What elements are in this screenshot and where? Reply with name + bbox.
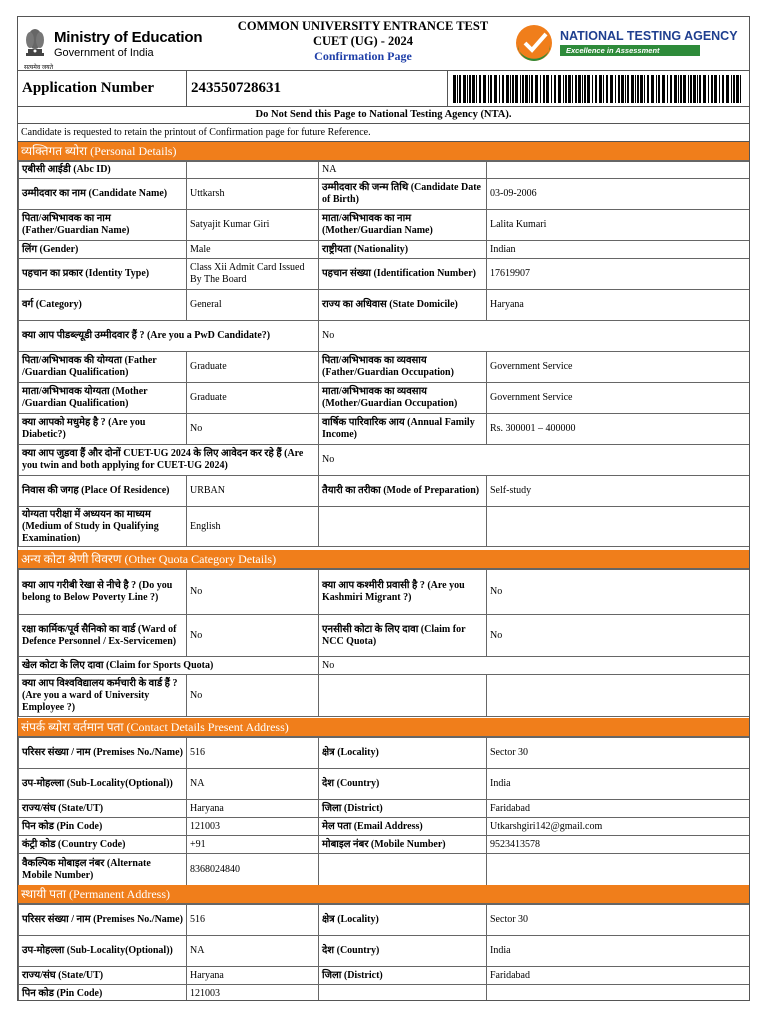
field-value: Haryana bbox=[487, 290, 750, 321]
field-label: क्या आप जुडवा हैं और दोनों CUET-UG 2024 के लिए आवेदन कर रहे हैं (Are you twin and both applying for CUET-UG 2024) bbox=[19, 445, 319, 476]
page-header bbox=[18, 17, 749, 71]
field-value: 516 bbox=[187, 738, 319, 769]
agency-name: NATIONAL TESTING AGENCY bbox=[560, 29, 738, 43]
table-row bbox=[19, 769, 750, 800]
table-row bbox=[19, 570, 750, 615]
field-value: No bbox=[319, 321, 750, 352]
field-label: एनसीसी कोटा के लिए दावा (Claim for NCC Quota) bbox=[319, 615, 487, 657]
field-value: Uttkarsh bbox=[187, 179, 319, 210]
section-heading-quota: अन्य कोटा श्रेणी विवरण (Other Quota Category Details) bbox=[18, 550, 749, 569]
divider bbox=[447, 71, 448, 107]
field-label: मोबाइल नंबर (Mobile Number) bbox=[319, 836, 487, 854]
field-value: No bbox=[187, 615, 319, 657]
field-value: Rs. 300001 – 400000 bbox=[487, 414, 750, 445]
table-row bbox=[19, 383, 750, 414]
field-label: पिता/अभिभावक का व्यवसाय (Father/Guardian Occupation) bbox=[319, 352, 487, 383]
field-value: 9523413578 bbox=[487, 836, 750, 854]
field-value: Self-study bbox=[487, 476, 750, 507]
field-value bbox=[319, 854, 487, 886]
field-value: Haryana bbox=[187, 800, 319, 818]
table-row bbox=[19, 321, 750, 352]
retain-printout-note: Candidate is requested to retain the printout of Confirmation page for future Reference. bbox=[18, 124, 749, 142]
nta-logo bbox=[514, 23, 750, 63]
field-label: क्षेत्र (Locality) bbox=[319, 738, 487, 769]
field-value: Faridabad bbox=[487, 967, 750, 985]
field-value: +91 bbox=[187, 836, 319, 854]
field-value: Government Service bbox=[487, 352, 750, 383]
contact-details-table bbox=[18, 737, 750, 886]
application-number-row bbox=[18, 70, 749, 107]
field-value: India bbox=[487, 936, 750, 967]
field-label: योग्यता परीक्षा में अध्ययन का माध्यम (Medium of Study in Qualifying Examination) bbox=[19, 507, 187, 547]
field-value: Male bbox=[187, 241, 319, 259]
field-value: 03-09-2006 bbox=[487, 179, 750, 210]
field-value: Indian bbox=[487, 241, 750, 259]
table-row bbox=[19, 445, 750, 476]
field-label: पिन कोड (Pin Code) bbox=[19, 985, 187, 1002]
section-heading-personal: व्यक्तिगत ब्योरा (Personal Details) bbox=[18, 142, 749, 161]
field-value: No bbox=[187, 570, 319, 615]
field-value bbox=[487, 675, 750, 717]
application-number-value: 243550728631 bbox=[191, 80, 281, 96]
table-row bbox=[19, 476, 750, 507]
field-label: क्या आप विश्वविद्यालय कर्मचारी के वार्ड हैं ? (Are you a ward of University Employee ?) bbox=[19, 675, 187, 717]
field-label: निवास की जगह (Place Of Residence) bbox=[19, 476, 187, 507]
table-row bbox=[19, 162, 750, 179]
exam-title: COMMON UNIVERSITY ENTRANCE TEST bbox=[237, 19, 489, 33]
table-row bbox=[19, 967, 750, 985]
field-value: General bbox=[187, 290, 319, 321]
field-value: No bbox=[319, 657, 750, 675]
field-label: वर्ग (Category) bbox=[19, 290, 187, 321]
field-label: एबीसी आईडी (Abc ID) bbox=[19, 162, 187, 179]
field-value: Faridabad bbox=[487, 800, 750, 818]
field-label: उम्मीदवार की जन्म तिथि (Candidate Date of Birth) bbox=[319, 179, 487, 210]
field-value: 121003 bbox=[187, 985, 319, 1002]
table-row bbox=[19, 905, 750, 936]
divider bbox=[186, 71, 187, 107]
field-label: क्या आप कश्मीरी प्रवासी है ? (Are you Kashmiri Migrant ?) bbox=[319, 570, 487, 615]
field-label: परिसर संख्या / नाम (Premises No./Name) bbox=[19, 738, 187, 769]
field-value bbox=[319, 507, 487, 547]
table-row bbox=[19, 985, 750, 1002]
field-label: पिता/अभिभावक का नाम (Father/Guardian Name) bbox=[19, 210, 187, 241]
table-row bbox=[19, 657, 750, 675]
field-value: NA bbox=[187, 936, 319, 967]
table-row bbox=[19, 352, 750, 383]
section-heading-permanent: स्थायी पता (Permanent Address) bbox=[18, 885, 749, 904]
table-row bbox=[19, 854, 750, 886]
field-value: Government Service bbox=[487, 383, 750, 414]
government-name: Government of India bbox=[54, 47, 154, 59]
field-label: पिन कोड (Pin Code) bbox=[19, 818, 187, 836]
field-value: Graduate bbox=[187, 383, 319, 414]
field-value: 121003 bbox=[187, 818, 319, 836]
field-value: No bbox=[187, 414, 319, 445]
table-row bbox=[19, 818, 750, 836]
field-label: उम्मीदवार का नाम (Candidate Name) bbox=[19, 179, 187, 210]
do-not-send-notice: Do Not Send this Page to National Testing Agency (NTA). bbox=[18, 107, 749, 124]
field-value: No bbox=[187, 675, 319, 717]
field-value: Lalita Kumari bbox=[487, 210, 750, 241]
field-label: माता/अभिभावक का नाम (Mother/Guardian Name) bbox=[319, 210, 487, 241]
field-label: राज्य का अधिवास (State Domicile) bbox=[319, 290, 487, 321]
table-row bbox=[19, 675, 750, 717]
confirmation-page bbox=[17, 16, 750, 1001]
field-value: NA bbox=[319, 162, 487, 179]
field-label: लिंग (Gender) bbox=[19, 241, 187, 259]
field-label: पहचान का प्रकार (Identity Type) bbox=[19, 259, 187, 290]
field-value bbox=[487, 985, 750, 1002]
table-row bbox=[19, 290, 750, 321]
table-row bbox=[19, 241, 750, 259]
table-row bbox=[19, 615, 750, 657]
motto: सत्यमेव जयते bbox=[24, 65, 54, 71]
field-value: URBAN bbox=[187, 476, 319, 507]
permanent-address-table bbox=[18, 904, 750, 1001]
nta-checkmark-icon bbox=[514, 23, 554, 63]
field-label: खेल कोटा के लिए दावा (Claim for Sports Quota) bbox=[19, 657, 319, 675]
field-value: NA bbox=[187, 769, 319, 800]
field-label: देश (Country) bbox=[319, 769, 487, 800]
field-label: वार्षिक पारिवारिक आय (Annual Family Income) bbox=[319, 414, 487, 445]
table-row bbox=[19, 507, 750, 547]
field-value: Utkarshgiri142@gmail.com bbox=[487, 818, 750, 836]
field-label: वैकल्पिक मोबाइल नंबर (Alternate Mobile Number) bbox=[19, 854, 187, 886]
field-value: No bbox=[487, 615, 750, 657]
quota-details-table bbox=[18, 569, 750, 717]
field-value bbox=[319, 985, 487, 1002]
field-value: Haryana bbox=[187, 967, 319, 985]
field-label: उप-मोहल्ला (Sub-Locality(Optional)) bbox=[19, 936, 187, 967]
field-label: क्षेत्र (Locality) bbox=[319, 905, 487, 936]
field-label: माता/अभिभावक का व्यवसाय (Mother/Guardian Occupation) bbox=[319, 383, 487, 414]
table-row bbox=[19, 836, 750, 854]
field-label: राष्ट्रीयता (Nationality) bbox=[319, 241, 487, 259]
national-emblem-icon bbox=[22, 25, 48, 61]
field-value: Class Xii Admit Card Issued By The Board bbox=[187, 259, 319, 290]
field-value: 8368024840 bbox=[187, 854, 319, 886]
page-title: Confirmation Page bbox=[314, 49, 412, 63]
field-label: राज्य/संघ (State/UT) bbox=[19, 967, 187, 985]
field-label: परिसर संख्या / नाम (Premises No./Name) bbox=[19, 905, 187, 936]
field-label: जिला (District) bbox=[319, 800, 487, 818]
field-value: Graduate bbox=[187, 352, 319, 383]
field-label: तैयारी का तरीका (Mode of Preparation) bbox=[319, 476, 487, 507]
field-label: पहचान संख्या (Identification Number) bbox=[319, 259, 487, 290]
table-row bbox=[19, 179, 750, 210]
field-value: India bbox=[487, 769, 750, 800]
section-heading-contact: संपर्क ब्योरा वर्तमान पता (Contact Details Present Address) bbox=[18, 718, 749, 737]
field-value: No bbox=[487, 570, 750, 615]
table-row bbox=[19, 210, 750, 241]
table-row bbox=[19, 259, 750, 290]
field-label: रक्षा कार्मिक/पूर्व सैनिको का वार्ड (Ward of Defence Personnel / Ex-Servicemen) bbox=[19, 615, 187, 657]
field-value: 17619907 bbox=[487, 259, 750, 290]
exam-title-block bbox=[213, 19, 513, 63]
field-value: No bbox=[319, 445, 750, 476]
field-label: क्या आपको मधुमेह है ? (Are you Diabetic?) bbox=[19, 414, 187, 445]
table-row bbox=[19, 738, 750, 769]
field-label: मेल पता (Email Address) bbox=[319, 818, 487, 836]
agency-tagline: Excellence in Assessment bbox=[560, 45, 700, 56]
field-label: पिता/अभिभावक की योग्यता (Father /Guardian Qualification) bbox=[19, 352, 187, 383]
field-label: राज्य/संघ (State/UT) bbox=[19, 800, 187, 818]
table-row bbox=[19, 936, 750, 967]
ministry-logo bbox=[22, 25, 212, 71]
field-label: कंट्री कोड (Country Code) bbox=[19, 836, 187, 854]
field-value: English bbox=[187, 507, 319, 547]
table-row bbox=[19, 800, 750, 818]
field-label: माता/अभिभावक योग्यता (Mother /Guardian Qualification) bbox=[19, 383, 187, 414]
field-value bbox=[487, 854, 750, 886]
field-value: Sector 30 bbox=[487, 905, 750, 936]
personal-details-table bbox=[18, 161, 750, 547]
field-value: Sector 30 bbox=[487, 738, 750, 769]
ministry-name: Ministry of Education bbox=[54, 29, 203, 46]
barcode-icon bbox=[451, 74, 747, 104]
field-value bbox=[487, 162, 750, 179]
field-value bbox=[487, 507, 750, 547]
table-row bbox=[19, 414, 750, 445]
application-number-label: Application Number bbox=[22, 80, 155, 96]
field-value: 516 bbox=[187, 905, 319, 936]
exam-subtitle: CUET (UG) - 2024 bbox=[312, 34, 414, 48]
field-value bbox=[187, 162, 319, 179]
field-label: जिला (District) bbox=[319, 967, 487, 985]
field-label: क्या आप गरीबी रेखा से नीचे है ? (Do you belong to Below Poverty Line ?) bbox=[19, 570, 187, 615]
field-value: Satyajit Kumar Giri bbox=[187, 210, 319, 241]
field-label: क्या आप पीडब्ल्यूडी उम्मीदवार हैं ? (Are you a PwD Candidate?) bbox=[19, 321, 319, 352]
field-value bbox=[319, 675, 487, 717]
field-label: उप-मोहल्ला (Sub-Locality(Optional)) bbox=[19, 769, 187, 800]
field-label: देश (Country) bbox=[319, 936, 487, 967]
